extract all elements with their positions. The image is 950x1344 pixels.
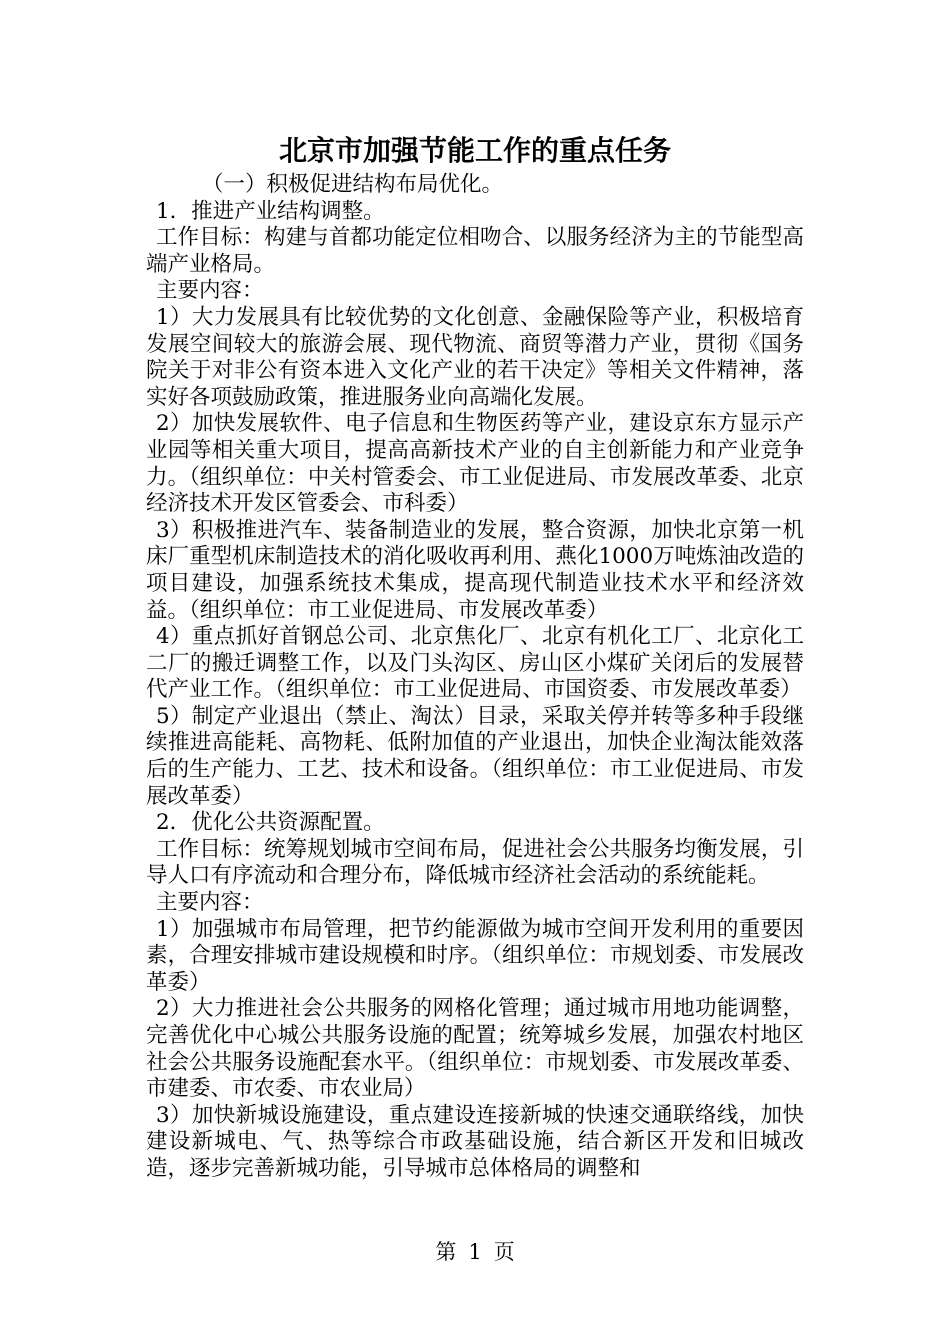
page-number: 1 bbox=[468, 1240, 482, 1264]
subsection-heading: 1．推进产业结构调整。 bbox=[156, 198, 385, 224]
main-content-label: 主要内容： bbox=[156, 890, 264, 916]
page-number-suffix: 页 bbox=[493, 1240, 515, 1264]
list-item: 3）加快新城设施建设，重点建设连接新城的快速交通联络线，加快建设新城电、气、热等综合市政基础设施，结合新区开发和旧城改造，逐步完善新城功能，引导城市总体格局的调整和 bbox=[146, 1102, 804, 1181]
list-item: 1）加强城市布局管理，把节约能源做为城市空间开发利用的重要因素，合理安排城市建设规模和时序。（组织单位：市规划委、市发展改革委） bbox=[146, 916, 804, 995]
list-item: 3）积极推进汽车、装备制造业的发展，整合资源，加快北京第一机床厂重型机床制造技术的消化吸收再利用、燕化1000万吨炼油改造的项目建设，加强系统技术集成，提高现代制造业技术水平和经济效益。（组织单位：市工业促进局、市发展改革委） bbox=[146, 517, 804, 623]
subsection-heading: 2．优化公共资源配置。 bbox=[156, 810, 385, 836]
document-title: 北京市加强节能工作的重点任务 bbox=[278, 134, 671, 167]
work-goal-paragraph: 工作目标：统筹规划城市空间布局，促进社会公共服务均衡发展，引导人口有序流动和合理分布，降低城市经济社会活动的系统能耗。 bbox=[146, 836, 804, 889]
main-content-label: 主要内容： bbox=[156, 278, 264, 304]
page-footer bbox=[0, 1238, 950, 1266]
work-goal-paragraph: 工作目标：构建与首都功能定位相吻合、以服务经济为主的节能型高端产业格局。 bbox=[146, 225, 804, 277]
list-item: 4）重点抓好首钢总公司、北京焦化厂、北京有机化工厂、北京化工二厂的搬迁调整工作，以及门头沟区、房山区小煤矿关闭后的发展替代产业工作。（组织单位：市工业促进局、市国资委、市发展改革委） bbox=[146, 624, 804, 703]
list-item: 2）加快发展软件、电子信息和生物医药等产业，建设京东方显示产业园等相关重大项目，提高高新技术产业的自主创新能力和产业竞争力。（组织单位：中关村管委会、市工业促进局、市发展改革委、北京经济技术开发区管委会、市科委） bbox=[146, 411, 804, 517]
page-number-prefix: 第 bbox=[435, 1240, 457, 1264]
document-body bbox=[146, 172, 804, 1183]
list-item: 5）制定产业退出（禁止、淘汰）目录，采取关停并转等多种手段继续推进高能耗、高物耗、低附加值的产业退出，加快企业淘汰能效落后的生产能力、工艺、技术和设备。（组织单位：市工业促进局、市发展改革委） bbox=[146, 703, 804, 809]
list-item: 2）大力推进社会公共服务的网格化管理；通过城市用地功能调整，完善优化中心城公共服务设施的配置；统筹城乡发展，加强农村地区社会公共服务设施配套水平。（组织单位：市规划委、市发展改革委、市建委、市农委、市农业局） bbox=[146, 996, 804, 1102]
section-heading: （一）积极促进结构布局优化。 bbox=[202, 172, 504, 197]
list-item: 1）大力发展具有比较优势的文化创意、金融保险等产业，积极培育发展空间较大的旅游会展、现代物流、商贸等潜力产业，贯彻《国务院关于对非公有资本进入文化产业的若干决定》等相关文件精神，落实好各项鼓励政策，推进服务业向高端化发展。 bbox=[146, 304, 804, 410]
